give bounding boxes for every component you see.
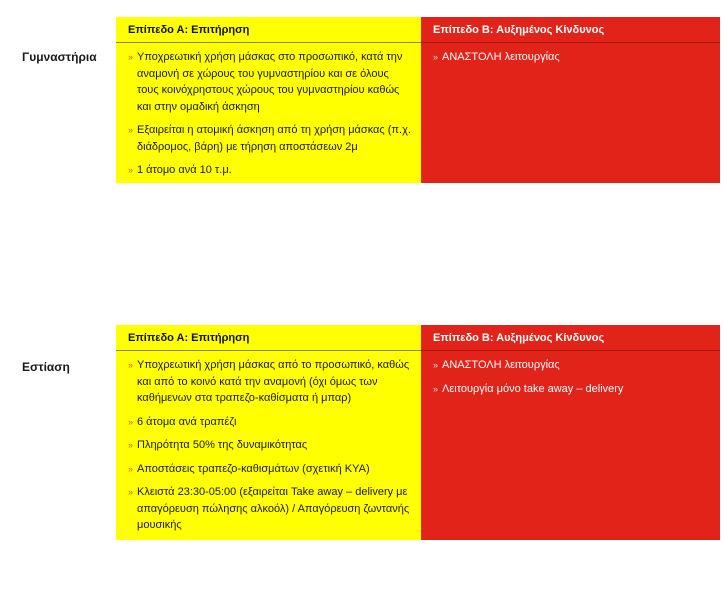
gym-level-b-list bbox=[421, 43, 720, 66]
bullet-icon: » bbox=[128, 440, 134, 450]
bullet-icon: » bbox=[128, 125, 134, 135]
list-item bbox=[128, 49, 411, 115]
list-item bbox=[433, 381, 710, 398]
bullet-icon: » bbox=[128, 487, 134, 497]
gym-level-a-column bbox=[116, 17, 421, 183]
row-label-food: Εστίαση bbox=[22, 360, 70, 374]
list-item bbox=[128, 484, 411, 534]
gym-level-b-column bbox=[421, 17, 720, 183]
gym-level-a-list bbox=[116, 43, 421, 179]
section-food bbox=[0, 322, 724, 544]
list-item-text: 1 άτομο ανά 10 τ.μ. bbox=[137, 164, 232, 176]
list-item bbox=[128, 357, 411, 407]
food-level-a-list bbox=[116, 351, 421, 534]
food-level-b-header: Επίπεδο Β: Αυξημένος Κίνδυνος bbox=[421, 325, 720, 351]
section-gym bbox=[0, 14, 724, 208]
list-item bbox=[128, 461, 411, 478]
list-item bbox=[128, 414, 411, 431]
bullet-icon: » bbox=[433, 383, 439, 394]
list-item bbox=[128, 162, 411, 179]
row-label-gym: Γυμναστήρια bbox=[22, 50, 97, 64]
list-item-text: Υποχρεωτική χρήση μάσκας από το προσωπικό, καθώς και από το κοινό κατά την αναμονή (όχι όμως των καθήμενων στα τραπεζο-καθίσματα ή μπαρ) bbox=[137, 359, 410, 404]
gym-level-a-header: Επίπεδο Α: Επιτήρηση bbox=[116, 17, 421, 43]
list-item-text: ΑΝΑΣΤΟΛΗ λειτουργίας bbox=[442, 51, 560, 63]
list-item-text: Πληρότητα 50% της δυναμικότητας bbox=[137, 439, 308, 451]
bullet-icon: » bbox=[128, 463, 134, 474]
bullet-icon: » bbox=[128, 360, 134, 370]
list-item-text: Εξαιρείται η ατομική άσκηση από τη χρήση μάσκας (π.χ. διάδρομος, βάρη) με τήρηση αποστάσεων 2μ bbox=[137, 124, 411, 153]
list-item-text: Υποχρεωτική χρήση μάσκας στο προσωπικό, κατά την αναμονή σε χώρους του γυμναστηρίου και σε όλους τους κοινόχρηστους χώρους του γυμναστηρίου καθώς και στην ομαδική άσκηση bbox=[137, 51, 403, 113]
list-item-text: ΑΝΑΣΤΟΛΗ λειτουργίας bbox=[442, 359, 560, 371]
bullet-icon: » bbox=[128, 416, 134, 427]
list-item bbox=[128, 437, 411, 454]
food-level-b-list bbox=[421, 351, 720, 397]
bullet-icon: » bbox=[128, 52, 134, 62]
gym-level-b-header: Επίπεδο Β: Αυξημένος Κίνδυνος bbox=[421, 17, 720, 43]
bullet-icon: » bbox=[433, 360, 439, 370]
food-level-a-header: Επίπεδο Α: Επιτήρηση bbox=[116, 325, 421, 351]
list-item-text: Αποστάσεις τραπεζο-καθισμάτων (σχετική ΚΥΑ) bbox=[137, 462, 370, 475]
list-item-text: Κλειστά 23:30-05:00 (εξαιρείται Take away – delivery με απαγόρευση πώλησης αλκοόλ) / Απαγόρευση ζωντανής μουσικής bbox=[137, 486, 410, 531]
bullet-icon: » bbox=[433, 52, 439, 62]
food-level-a-column bbox=[116, 325, 421, 540]
food-level-b-column bbox=[421, 325, 720, 540]
bullet-icon: » bbox=[128, 165, 134, 175]
list-item bbox=[433, 49, 710, 66]
list-item bbox=[128, 122, 411, 155]
list-item-text: Λειτουργία μόνο take away – delivery bbox=[442, 382, 624, 395]
list-item bbox=[433, 357, 710, 374]
list-item-text: 6 άτομα ανά τραπέζι bbox=[137, 415, 237, 428]
